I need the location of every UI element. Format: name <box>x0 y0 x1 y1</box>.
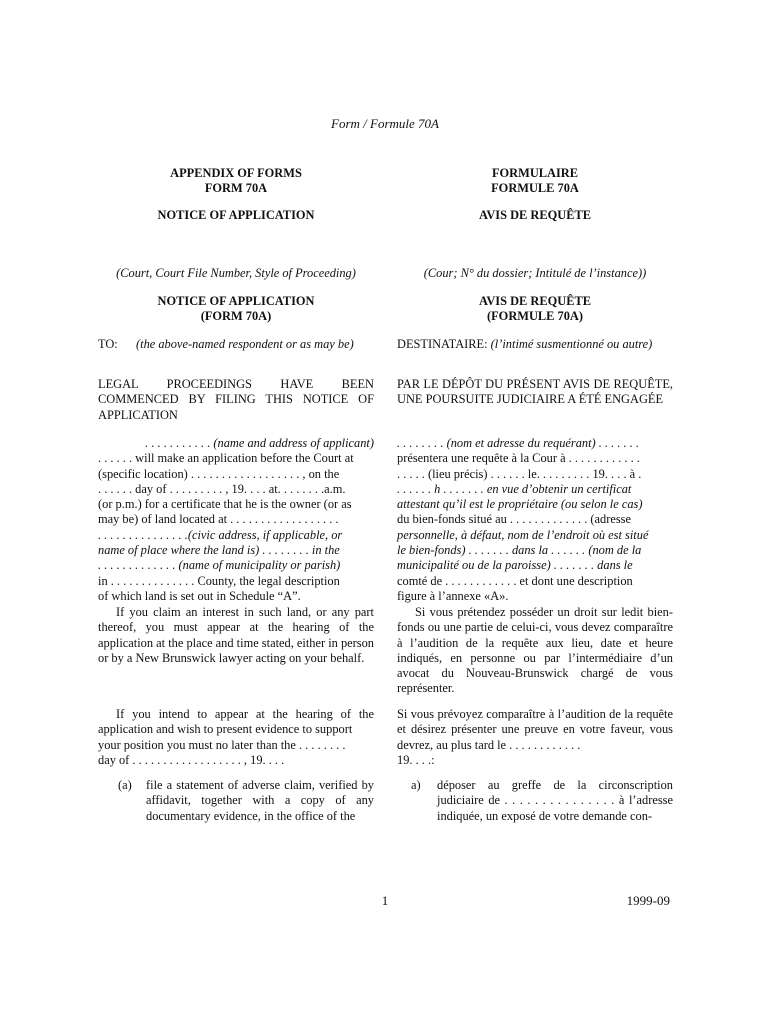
para1-line1: . . . . . . . . . . . (name and address of applicant) <box>145 436 374 450</box>
para1-fr-line1: . . . . . . . . (nom et adresse du requérant) . . . . . . . <box>397 436 640 450</box>
para3-line1: If you intend to appear at the hearing of the application and wish to present evidence to support <box>98 707 374 737</box>
para1-line2: . . . . . . will make an application before the Court at <box>98 451 354 466</box>
para1-fr-line5: attestant qu’il est le propriétaire (ou selon le cas) <box>397 497 643 512</box>
evidence-paragraph-fr <box>397 707 673 768</box>
item-a-text-fr: déposer au greffe de la circonscription judiciaire de . . . . . . . . . . . . . . . à l’adresse indiquée, un exposé de votre demande con- <box>437 778 673 823</box>
evidence-paragraph <box>98 707 374 768</box>
para3-line2: your position you must no later than the . . . . . . . . <box>98 737 346 752</box>
para1-fr-line6: du bien-fonds situé au . . . . . . . . . . . . . (adresse <box>397 512 632 527</box>
subtitle-form: (FORM 70A) <box>200 309 272 323</box>
para1-fr-line7: personnelle, à défaut, nom de l’endroit où est situé <box>397 527 649 542</box>
para1-fr-line11: figure à l’annexe «A». <box>397 588 509 603</box>
para1-line8: name of place where the land is) . . . . . . . . in the <box>98 543 340 558</box>
item-a-marker-fr: a) <box>411 778 421 792</box>
para1-line6: may be) of land located at . . . . . . . . . . . . . . . . . . <box>98 512 339 527</box>
para1-line4: . . . . . . day of . . . . . . . . . , 19. . . . at. . . . . . . .a.m. <box>98 481 346 496</box>
subtitle-form-fr: (FORMULE 70A) <box>486 309 583 323</box>
proceedings-statement-fr: PAR LE DÉPÔT DU PRÉSENT AVIS DE REQUÊTE, UNE POURSUITE JUDICIAIRE A ÉTÉ ENGAGÉE <box>397 377 673 407</box>
to-text-fr: (l’intimé susmentionné ou autre) <box>490 337 653 351</box>
page-number: 1 <box>381 893 389 908</box>
para1-line3: (specific location) . . . . . . . . . . . . . . . . . . , on the <box>98 466 340 481</box>
appendix-title: APPENDIX OF FORMS <box>170 166 302 180</box>
para1-fr-line9: municipalité ou de la paroisse) . . . . . . . dans le <box>397 558 633 573</box>
form-number-fr: FORMULE 70A <box>491 181 579 195</box>
form-label: Form / Formule 70A <box>331 116 439 131</box>
para1-line5: (or p.m.) for a certificate that he is the owner (or as <box>98 497 352 512</box>
para3-line3: day of . . . . . . . . . . . . . . . . . . , 19. . . . <box>98 752 285 767</box>
notice-title: NOTICE OF APPLICATION <box>157 208 315 222</box>
to-label: TO: <box>98 337 118 351</box>
revision-date: 1999-09 <box>626 893 670 908</box>
to-text: (the above-named respondent or as may be) <box>136 337 354 351</box>
interest-paragraph: If you claim an interest in such land, or any part thereof, you must appear at the hearing of the application at the place and time stated, either in person or by a New Brunswick lawyer acting on your behalf. <box>98 605 374 665</box>
form-number: FORM 70A <box>204 181 268 195</box>
appendix-title-fr: FORMULAIRE <box>491 166 579 180</box>
to-line-fr <box>397 337 673 352</box>
item-a-text: file a statement of adverse claim, verified by affidavit, together with a copy of any documentary evidence, in the office of the <box>146 778 374 823</box>
para1-line11: of which land is set out in Schedule “A”. <box>98 588 301 603</box>
para1-fr-line3: . . . . . (lieu précis) . . . . . . le. . . . . . . . . 19. . . . à . <box>397 466 642 481</box>
court-line: (Court, Court File Number, Style of Proceeding) <box>116 266 356 280</box>
para1-fr-line2: présentera une requête à la Cour à . . . . . . . . . . . . <box>397 451 640 466</box>
proceedings-statement: LEGAL PROCEEDINGS HAVE BEEN COMMENCED BY FILING THIS NOTICE OF APPLICATION <box>98 377 374 422</box>
para1-line9: . . . . . . . . . . . . . (name of municipality or parish) <box>98 558 341 573</box>
para1-line10: in . . . . . . . . . . . . . . County, the legal description <box>98 573 340 588</box>
para3-fr-line2: 19. . . .: <box>397 752 435 767</box>
para1-fr-line4: . . . . . . h . . . . . . . en vue d’obtenir un certificat <box>397 481 632 496</box>
item-a-marker: (a) <box>118 778 132 792</box>
interest-paragraph-fr: Si vous prétendez posséder un droit sur ledit bien-fonds ou une partie de celui-ci, vous devez comparaître à l’audition de la requête aux lieu, date et heure indiqués, en personne ou par l’intermédiaire d’un avocat du Nouveau-Brunswick chargé de vous représenter. <box>397 605 673 696</box>
to-label-fr: DESTINATAIRE: <box>397 337 488 351</box>
para1-fr-line8: le bien-fonds) . . . . . . . dans la . . . . . . (nom de la <box>397 543 642 558</box>
para1-line7: . . . . . . . . . . . . . . .(civic address, if applicable, or <box>98 527 343 542</box>
application-paragraph <box>98 436 374 604</box>
application-paragraph-fr <box>397 436 673 604</box>
para3-fr-line1: Si vous prévoyez comparaître à l’audition de la requête et désirez présenter une preuve en votre faveur, vous devrez, au plus tard le . . . . . . . . . . . . <box>397 707 673 752</box>
subtitle-notice-fr: AVIS DE REQUÊTE <box>478 294 591 308</box>
para1-fr-line10: comté de . . . . . . . . . . . . et dont une description <box>397 573 633 588</box>
to-line <box>98 337 374 353</box>
notice-title-fr: AVIS DE REQUÊTE <box>478 208 591 222</box>
court-line-fr: (Cour; N° du dossier; Intitulé de l’instance)) <box>423 266 647 280</box>
subtitle-notice: NOTICE OF APPLICATION <box>157 294 315 308</box>
